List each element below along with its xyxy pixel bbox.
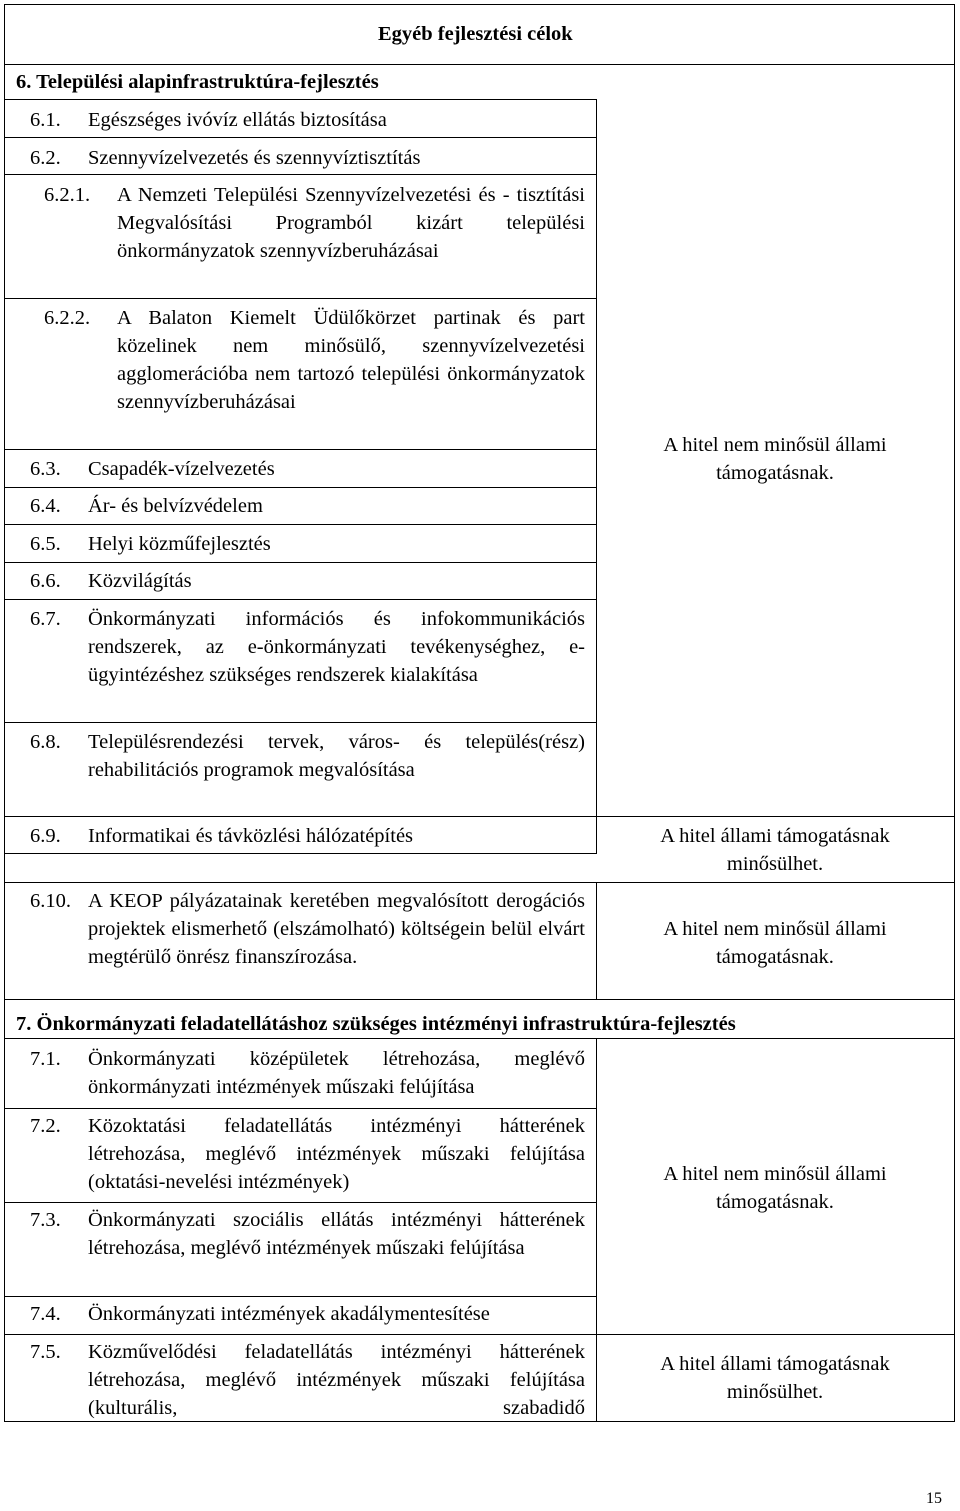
row-line: [4, 722, 597, 723]
section-7-title: 7. Önkormányzati feladatellátáshoz szükséges intézményi infrastruktúra-fejlesztés: [16, 1013, 736, 1035]
header-title: Egyéb fejlesztési célok: [378, 23, 573, 45]
frame-right: [954, 4, 955, 1422]
item-number: 6.2.1.: [44, 184, 91, 206]
item-text: A KEOP pályázatainak keretében megvalósított derogációs projektek elismerhető (elszámolható) költségein belül elvárt megtérülő önrész finanszírozása.: [88, 890, 585, 968]
row-line-full: [4, 999, 955, 1000]
item-text: Önkormányzati intézmények akadálymentesítése: [88, 1303, 490, 1325]
note-not-state-aid: A hitel nem minősül állami támogatásnak.: [663, 434, 887, 484]
row-line: [4, 853, 597, 854]
item-text: Közoktatási feladatellátás intézményi hátterének létrehozása, meglévő intézmények műszaki felújítása (oktatási-nevelési intézmények): [88, 1115, 585, 1193]
page-number: 15: [926, 1490, 942, 1507]
row-line: [4, 599, 597, 600]
item-text: Önkormányzati információs és infokommunikációs rendszerek, az e-önkormányzati tevékenységhez, e-ügyintézéshez szükséges rendszerek kialakítása: [88, 608, 585, 686]
item-text: Csapadék-vízelvezetés: [88, 458, 275, 480]
row-line: [4, 1202, 597, 1203]
item-number: 6.2.2.: [44, 307, 91, 329]
item-text: Közművelődési feladatellátás intézményi hátterének létrehozása, meglévő intézmények műszaki felújítása (kulturális, szabadidő: [88, 1341, 585, 1419]
note-not-state-aid: A hitel nem minősül állami támogatásnak.: [663, 1163, 887, 1213]
item-text: A Nemzeti Települési Szennyvízelvezetési és - tisztítási Megvalósítási Programból kizárt települési önkormányzatok szennyvízberuházásai: [117, 184, 585, 262]
header-row-line: [4, 64, 955, 65]
item-text: Informatikai és távközlési hálózatépítés: [88, 825, 414, 847]
item-number: 7.2.: [30, 1115, 61, 1137]
item-text: Egészséges ivóvíz ellátás biztosítása: [88, 109, 387, 131]
inner-col-line-610: [596, 882, 597, 1000]
inner-col-line-7: [596, 1038, 597, 1422]
item-number: 7.1.: [30, 1048, 61, 1070]
row-line: [4, 174, 597, 175]
frame-top: [4, 4, 955, 5]
row-line: [4, 487, 597, 488]
item-number: 6.4.: [30, 495, 61, 517]
row-line-full: [4, 882, 955, 883]
item-number: 6.3.: [30, 458, 61, 480]
item-text: Helyi közműfejlesztés: [88, 533, 271, 555]
row-line-full: [4, 1038, 955, 1039]
row-line-full: [4, 1334, 955, 1335]
row-line: [4, 137, 597, 138]
item-number: 6.5.: [30, 533, 61, 555]
item-text: Ár- és belvízvédelem: [88, 495, 263, 517]
item-number: 7.4.: [30, 1303, 61, 1325]
row-line: [4, 449, 597, 450]
item-number: 7.3.: [30, 1209, 61, 1231]
note-may-be-state-aid: A hitel állami támogatásnak minősülhet.: [660, 1353, 890, 1403]
note-not-state-aid: A hitel nem minősül állami támogatásnak.: [663, 918, 887, 968]
item-number: 6.10.: [30, 890, 71, 912]
note-may-be-state-aid: A hitel állami támogatásnak minősülhet.: [660, 825, 890, 875]
item-number: 6.1.: [30, 109, 61, 131]
item-text: Közvilágítás: [88, 570, 192, 592]
row-line: [4, 524, 597, 525]
item-text: Önkormányzati középületek létrehozása, meglévő önkormányzati intézmények műszaki felújítása: [88, 1048, 585, 1098]
item-number: 7.5.: [30, 1341, 61, 1363]
item-text: Szennyvízelvezetés és szennyvíztisztítás: [88, 147, 421, 169]
row-line-full: [4, 816, 955, 817]
item-number: 6.2.: [30, 147, 61, 169]
inner-col-line-6: [596, 99, 597, 817]
item-text: Önkormányzati szociális ellátás intézményi hátterének létrehozása, meglévő intézmények műszaki felújítása: [88, 1209, 585, 1259]
item-number: 6.6.: [30, 570, 61, 592]
sec6-title-line: [4, 99, 597, 100]
item-number: 6.8.: [30, 731, 61, 753]
row-line: [4, 1296, 597, 1297]
item-text: Településrendezési tervek, város- és település(rész) rehabilitációs programok megvalósítása: [88, 731, 585, 781]
item-number: 6.9.: [30, 825, 61, 847]
row-line: [4, 298, 597, 299]
frame-left: [4, 4, 5, 1422]
item-text: A Balaton Kiemelt Üdülőkörzet partinak és part közelinek nem minősülő, szennyvízelvezetési agglomerációba nem tartozó települési önkormányzatok szennyvízberuházásai: [117, 307, 585, 413]
inner-col-line-69: [596, 816, 597, 854]
item-number: 6.7.: [30, 608, 61, 630]
section-6-title: 6. Települési alapinfrastruktúra-fejlesztés: [16, 71, 379, 93]
row-line: [4, 562, 597, 563]
row-line: [4, 1108, 597, 1109]
